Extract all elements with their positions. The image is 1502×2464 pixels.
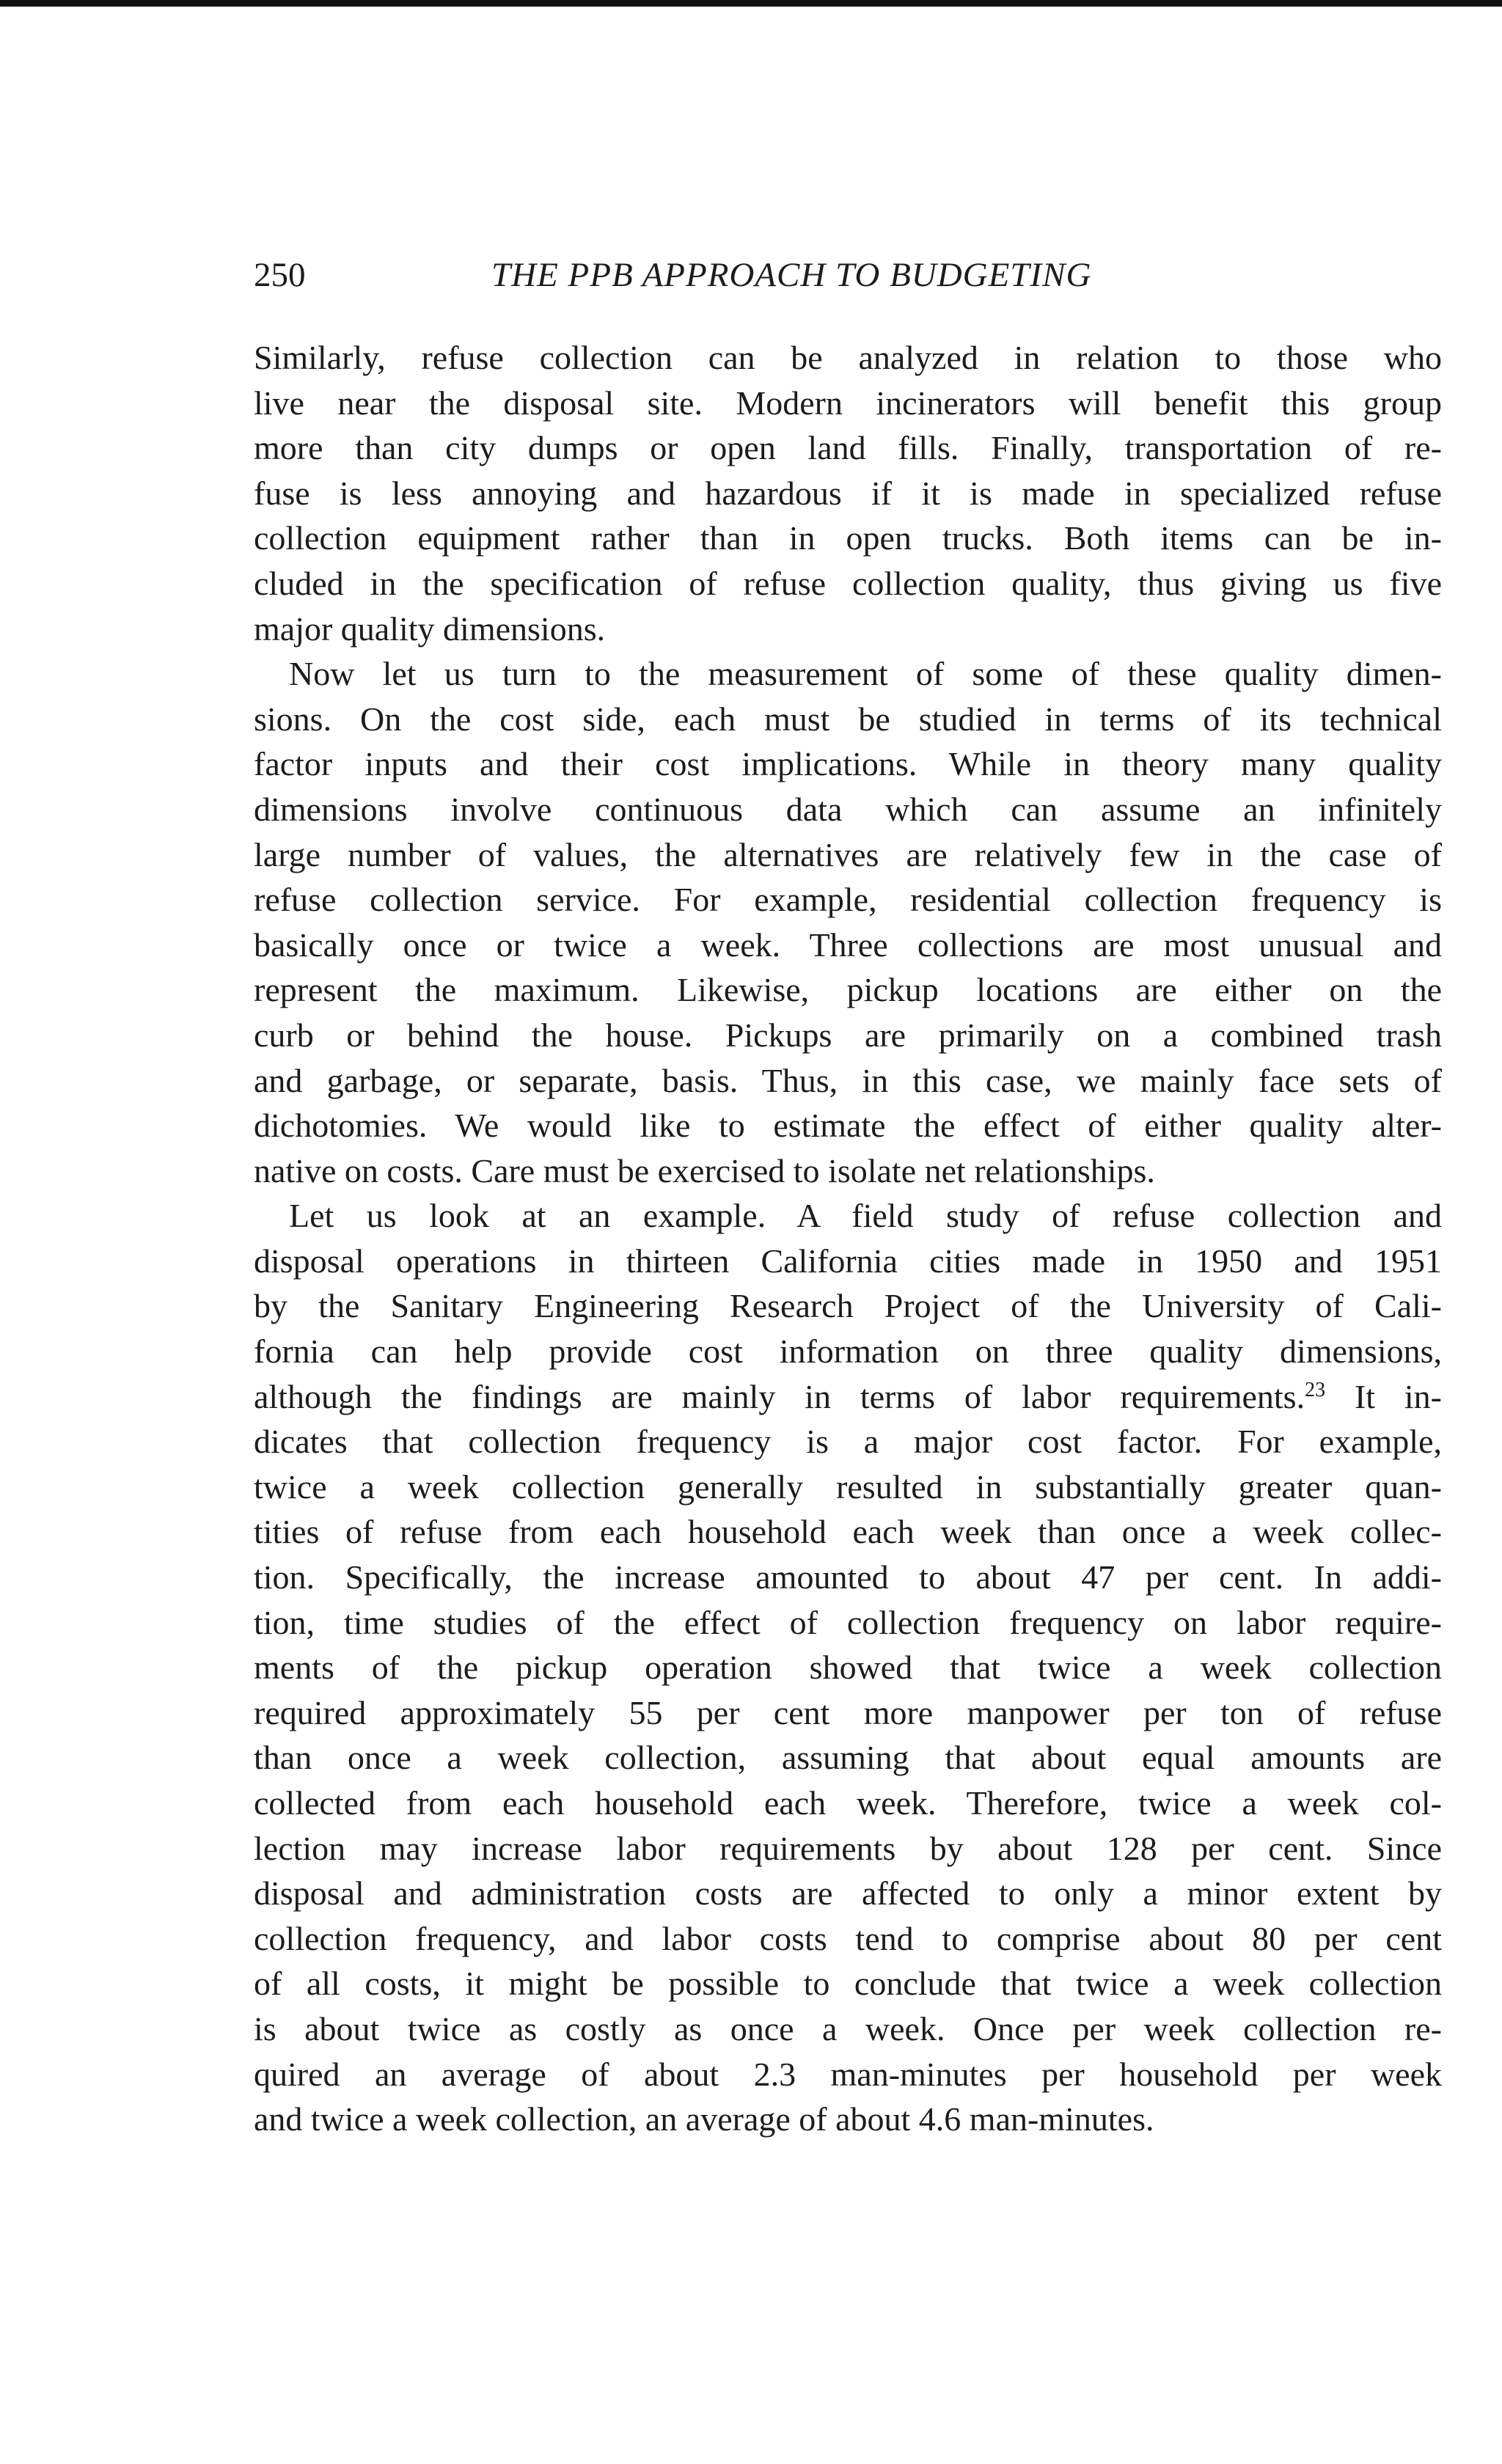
paragraph-first-line: Let us look at an example. A field study of refuse collection and — [289, 1197, 1442, 1235]
text-line: factor inputs and their cost implications. While in theory many quality — [254, 745, 1442, 783]
page-number: 250 — [254, 256, 306, 294]
text-line: disposal operations in thirteen California cities made in 1950 and 1951 — [254, 1242, 1442, 1280]
text-line: collection equipment rather than in open trucks. Both items can be in- — [254, 519, 1442, 557]
text-line: twice a week collection generally resulted in substantially greater quan- — [254, 1467, 1442, 1506]
text-line: tities of refuse from each household each week than once a week collec- — [254, 1513, 1442, 1551]
text-line: basically once or twice a week. Three collections are most unusual and — [254, 925, 1442, 964]
body-text — [254, 335, 1442, 2142]
text-line: dimensions involve continuous data which can assume an infinitely — [254, 790, 1442, 828]
running-title: THE PPB APPROACH TO BUDGETING — [491, 256, 1092, 294]
text-line: native on costs. Care must be exercised to isolate net relationships. — [254, 1151, 1155, 1189]
text-line: lection may increase labor requirements by about 128 per cent. Since — [254, 1829, 1442, 1867]
text-line: required approximately 55 per cent more manpower per ton of refuse — [254, 1693, 1442, 1731]
top-border-rule — [0, 0, 1502, 7]
footnote-reference: 23 — [1305, 1378, 1326, 1401]
text-run: although the findings are mainly in terms of labor requirements. — [254, 1377, 1305, 1415]
text-line: quired an average of about 2.3 man-minutes per household per week — [254, 2055, 1442, 2093]
text-line: fornia can help provide cost information on three quality dimensions, — [254, 1332, 1442, 1371]
text-line: collection frequency, and labor costs tend to comprise about 80 per cent — [254, 1919, 1442, 1957]
text-line: live near the disposal site. Modern incinerators will benefit this group — [254, 384, 1442, 422]
text-line: and garbage, or separate, basis. Thus, in this case, we mainly face sets of — [254, 1061, 1442, 1099]
text-line: refuse collection service. For example, residential collection frequency is — [254, 881, 1442, 919]
text-line: of all costs, it might be possible to conclude that twice a week collection — [254, 1965, 1442, 2003]
text-line: Similarly, refuse collection can be analyzed in relation to those who — [254, 339, 1442, 376]
text-line: tion. Specifically, the increase amounted to about 47 per cent. In addi- — [254, 1558, 1442, 1596]
running-head — [254, 253, 1442, 297]
text-run: It in- — [1325, 1377, 1442, 1415]
text-line: and twice a week collection, an average of about 4.6 man-minutes. — [254, 2100, 1154, 2138]
text-line: than once a week collection, assuming that about equal amounts are — [254, 1739, 1442, 1777]
text-line: disposal and administration costs are affected to only a minor extent by — [254, 1874, 1442, 1913]
text-line: by the Sanitary Engineering Research Project of the University of Cali- — [254, 1287, 1442, 1325]
text-line: ments of the pickup operation showed that twice a week collection — [254, 1649, 1442, 1687]
text-line: dicates that collection frequency is a major cost factor. For example, — [254, 1423, 1442, 1461]
text-line: more than city dumps or open land fills. Finally, transportation of re- — [254, 429, 1442, 467]
text-line: curb or behind the house. Pickups are primarily on a combined trash — [254, 1016, 1442, 1054]
text-line: fuse is less annoying and hazardous if it is made in specialized refuse — [254, 474, 1442, 512]
text-line: dichotomies. We would like to estimate the effect of either quality alter- — [254, 1107, 1442, 1145]
text-line: cluded in the specification of refuse collection quality, thus giving us five — [254, 564, 1442, 602]
text-line: large number of values, the alternatives are relatively few in the case of — [254, 835, 1442, 873]
text-line: represent the maximum. Likewise, pickup locations are either on the — [254, 971, 1442, 1009]
text-line-with-footnote — [254, 1374, 1442, 1420]
text-line: is about twice as costly as once a week. Once per week collection re- — [254, 2009, 1442, 2047]
text-line: collected from each household each week. Therefore, twice a week col- — [254, 1784, 1442, 1822]
text-line: major quality dimensions. — [254, 609, 606, 648]
text-line: sions. On the cost side, each must be studied in terms of its technical — [254, 700, 1442, 738]
text-line: tion, time studies of the effect of collection frequency on labor require- — [254, 1603, 1442, 1641]
paragraph-first-line: Now let us turn to the measurement of some of these quality dimen- — [289, 655, 1442, 693]
